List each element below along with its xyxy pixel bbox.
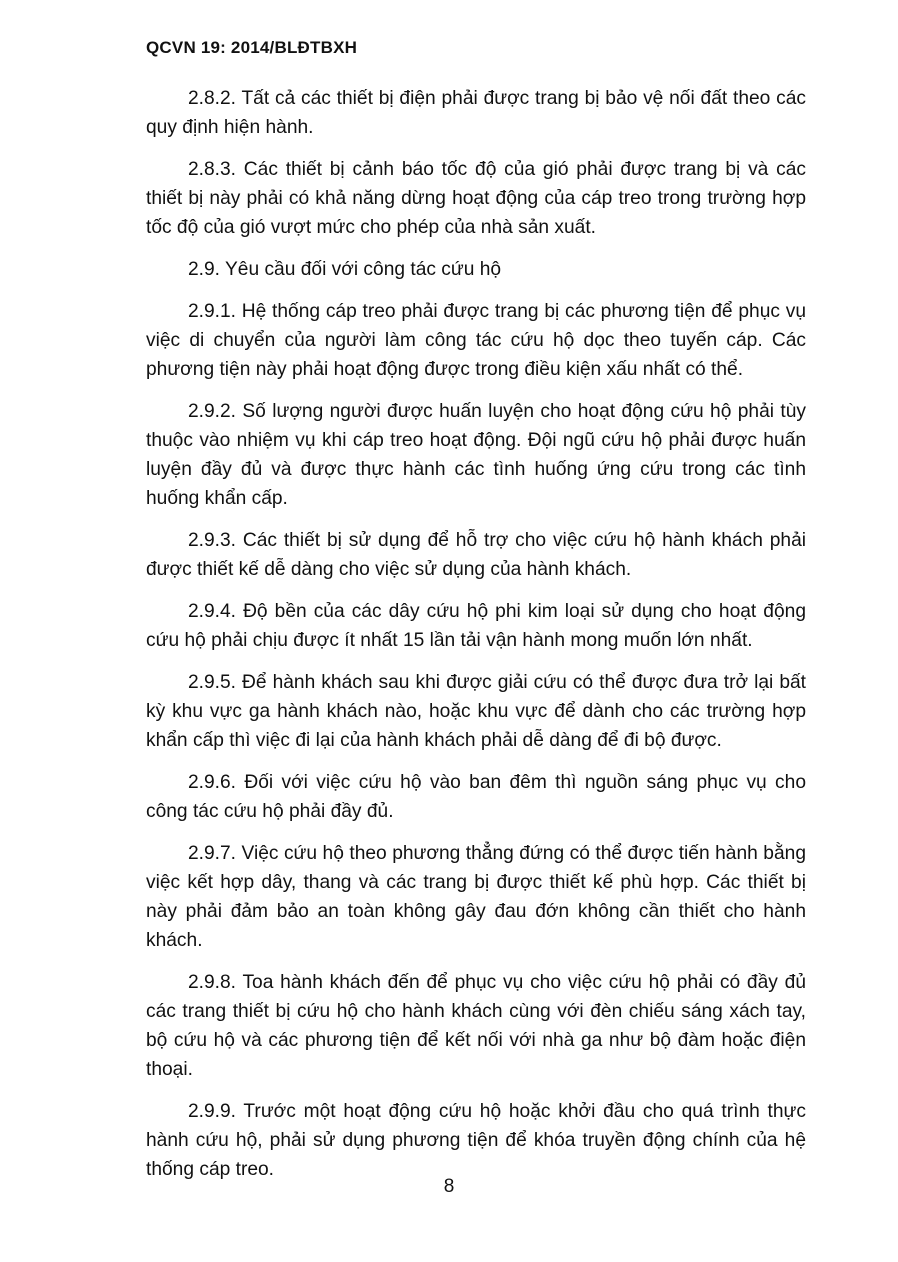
paragraph-2-9-6: 2.9.6. Đối với việc cứu hộ vào ban đêm thì nguồn sáng phục vụ cho công tác cứu hộ phải đầy đủ. xyxy=(146,772,806,822)
paragraph-2-9-1: 2.9.1. Hệ thống cáp treo phải được trang bị các phương tiện để phục vụ việc di chuyển của người làm công tác cứu hộ dọc theo tuyến cáp. Các phương tiện này phải hoạt động được trong điều kiện xấu nhất có thể. xyxy=(146,301,806,380)
paragraph-2-9-2: 2.9.2. Số lượng người được huấn luyện cho hoạt động cứu hộ phải tùy thuộc vào nhiệm vụ khi cáp treo hoạt động. Đội ngũ cứu hộ phải được huấn luyện đầy đủ và được thực hành các tình huống ứng cứu trong các tình huống khẩn cấp. xyxy=(146,401,806,509)
paragraph-2-9-4: 2.9.4. Độ bền của các dây cứu hộ phi kim loại sử dụng cho hoạt động cứu hộ phải chịu được ít nhất 15 lần tải vận hành mong muốn lớn nhất. xyxy=(146,601,806,651)
paragraph-2-8-3: 2.8.3. Các thiết bị cảnh báo tốc độ của gió phải được trang bị và các thiết bị này phải có khả năng dừng hoạt động của cáp treo trong trường hợp tốc độ của gió vượt mức cho phép của nhà sản xuất. xyxy=(146,159,806,238)
paragraph-2-8-2: 2.8.2. Tất cả các thiết bị điện phải được trang bị bảo vệ nối đất theo các quy định hiện hành. xyxy=(146,88,806,138)
paragraph-2-9-9: 2.9.9. Trước một hoạt động cứu hộ hoặc khởi đầu cho quá trình thực hành cứu hộ, phải sử dụng phương tiện để khóa truyền động chính của hệ thống cáp treo. xyxy=(146,1101,806,1180)
paragraph-2-9-5: 2.9.5. Để hành khách sau khi được giải cứu có thể được đưa trở lại bất kỳ khu vực ga hành khách nào, hoặc khu vực để dành cho các trường hợp khẩn cấp thì việc đi lại của hành khách phải dễ dàng để đi bộ được. xyxy=(146,672,806,751)
paragraph-2-9-3: 2.9.3. Các thiết bị sử dụng để hỗ trợ cho việc cứu hộ hành khách phải được thiết kế dễ dàng cho việc sử dụng của hành khách. xyxy=(146,530,806,580)
section-heading-2-9: 2.9. Yêu cầu đối với công tác cứu hộ xyxy=(188,259,502,280)
page-number: 8 xyxy=(443,1176,455,1197)
document-body xyxy=(146,84,806,1197)
paragraph-2-9-7: 2.9.7. Việc cứu hộ theo phương thẳng đứng có thể được tiến hành bằng việc kết hợp dây, thang và các trang bị được thiết kế phù hợp. Các thiết bị này phải đảm bảo an toàn không gây đau đớn không cần thiết cho hành khách. xyxy=(146,843,806,951)
document-code-header: QCVN 19: 2014/BLĐTBXH xyxy=(146,38,358,57)
paragraph-2-9-8: 2.9.8. Toa hành khách đến để phục vụ cho việc cứu hộ phải có đầy đủ các trang thiết bị cứu hộ cho hành khách cùng với đèn chiếu sáng xách tay, bộ cứu hộ và các phương tiện để kết nối với nhà ga như bộ đàm hoặc điện thoại. xyxy=(146,972,806,1080)
